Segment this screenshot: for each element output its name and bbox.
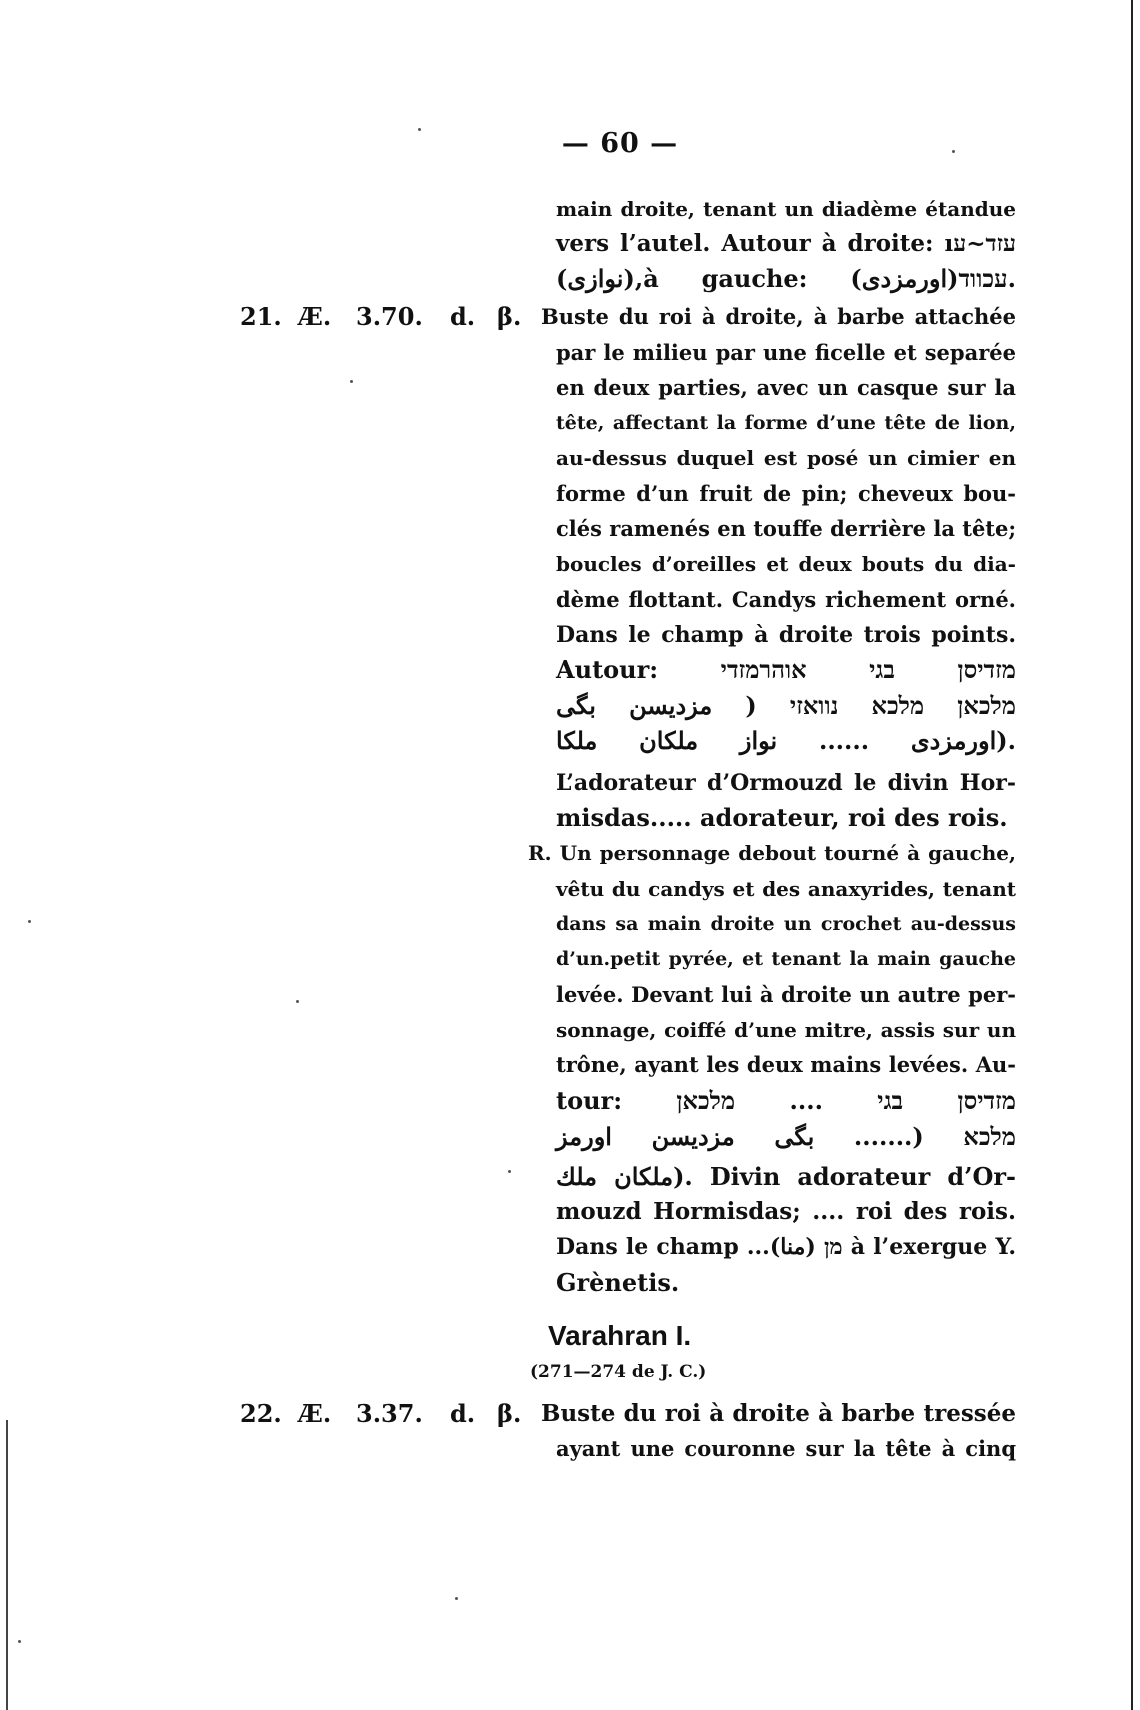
text-line: Autour: מזדיסן בגי אוהרמזדי	[556, 655, 1016, 684]
entry-weight: 3.70.	[356, 302, 423, 331]
gutter-mark	[6, 1420, 8, 1710]
text-line: ayant une couronne sur la tête à cinq	[556, 1436, 1016, 1461]
entry-grade: d.	[450, 1399, 476, 1428]
text-line: par le milieu par une ficelle et separée	[556, 340, 1016, 365]
entry-weight: 3.37.	[356, 1399, 423, 1428]
text-line: trône, ayant les deux mains levées. Au-	[556, 1052, 1016, 1077]
entry-side-marker: β.	[497, 302, 522, 331]
text-line: levée. Devant lui à droite un autre per-	[556, 982, 1016, 1007]
entry-number: 22.	[240, 1399, 282, 1428]
scan-speck	[952, 150, 955, 153]
text-line: en deux parties, avec un casque sur la	[556, 375, 1016, 400]
scan-speck	[350, 380, 353, 383]
entry-grade: d.	[450, 302, 476, 331]
entry-metal: Æ.	[298, 1399, 332, 1428]
text-line: misdas..... adorateur, roi des rois.	[556, 803, 1008, 832]
text-line: au-dessus duquel est posé un cimier en	[556, 446, 1016, 470]
text-line: mouzd Hormisdas; .... roi des rois.	[556, 1198, 1016, 1225]
text-line: d’un.petit pyrée, et tenant la main gauche	[556, 948, 1016, 970]
text-line: اورمزدی ...... نواز ملکان ملکا).	[556, 726, 1016, 755]
entry-side-marker: β.	[497, 1399, 522, 1428]
text-line: ملکان ملك). Divin adorateur d’Or-	[556, 1162, 1017, 1191]
text-line: tête, affectant la forme d’une tête de lion,	[556, 412, 1016, 434]
text-line: dans sa main droite un crochet au-dessus	[556, 913, 1016, 935]
text-line: clés ramenés en touffe derrière la tête;	[556, 516, 1017, 541]
text-line: vers l’autel. Autour à droite: ıעזד~ע	[556, 230, 1016, 257]
section-dates: (271—274 de J. C.)	[530, 1362, 707, 1382]
text-line: Buste du roi à droite à barbe tressée	[541, 1400, 1016, 1427]
text-line: מלכא (....... بگی مزدیسن اورمز	[556, 1122, 1016, 1151]
page-edge-rule	[1131, 0, 1133, 1710]
text-line: tour: מזדיסן בגי .... מלכאן	[556, 1086, 1016, 1115]
text-line: vêtu du candys et des anaxyrides, tenant	[556, 877, 1016, 901]
scan-speck	[418, 128, 421, 131]
text-line: Grènetis.	[556, 1268, 680, 1297]
text-line: מלכאן מלכא נוואזי ( مزدیسن بگی	[556, 691, 1016, 720]
text-line: dème flottant. Candys richement orné.	[556, 587, 1016, 612]
text-line: boucles d’oreilles et deux bouts du dia-	[556, 552, 1016, 576]
scan-speck	[455, 1597, 458, 1600]
section-heading: Varahran I.	[548, 1320, 692, 1351]
text-line: (نوازی),à gauche: עכווד(اورمزدی).	[556, 264, 1016, 293]
text-line: R. Un personnage debout tourné à gauche,	[528, 841, 1016, 865]
text-line: L’adorateur d’Ormouzd le divin Hor-	[556, 770, 1016, 796]
scan-speck	[18, 1640, 21, 1643]
scan-speck	[296, 1000, 299, 1003]
scan-speck	[508, 1170, 511, 1173]
text-line: sonnage, coiffé d’une mitre, assis sur un	[556, 1018, 1016, 1042]
text-line: Dans le champ ...מן (منا) à l’exergue Y.	[556, 1234, 1016, 1260]
entry-number: 21.	[240, 302, 282, 331]
scan-speck	[28, 920, 31, 923]
page-number: — 60 —	[561, 128, 679, 159]
text-line: Buste du roi à droite, à barbe attachée	[541, 304, 1016, 329]
text-line: Dans le champ à droite trois points.	[556, 622, 1016, 648]
text-line: forme d’un fruit de pin; cheveux bou-	[556, 481, 1016, 506]
entry-metal: Æ.	[298, 302, 332, 331]
text-line: main droite, tenant un diadème étandue	[556, 197, 1016, 221]
